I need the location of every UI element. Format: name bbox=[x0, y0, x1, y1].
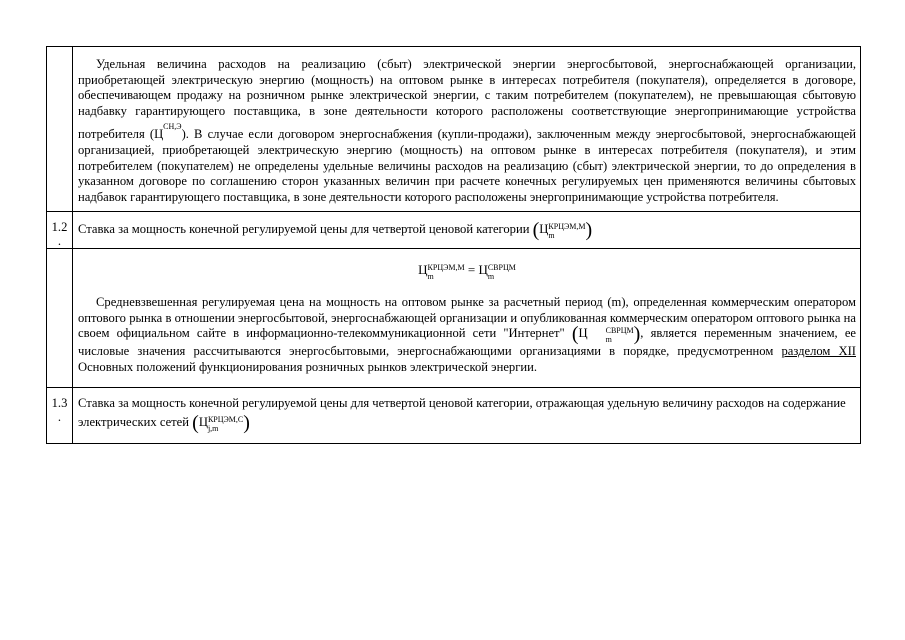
row-body bbox=[73, 249, 861, 388]
item-title: Ставка за мощность конечной регулируемой цены для четвертой ценовой категории (Ц КРЦЭМ,М m ) bbox=[78, 219, 593, 242]
paragraph-text-continued: ). В случае если договором энергоснабжения (купли-продажи), заключенным между энергосбытовой, энергоснабжающей организацией, приобретающей электрическую энергию (мощность) на оптовом рынке в интересах потребителя (покупателя), и этим потребителем (покупателем) не определены удельные величины расходов на реализацию (сбыт) электрической энергии, то до определения в указанном договоре по соглашению сторон указанных величин при расчете конечных регулируемых цен применяются величины сбытовых надбавок гарантирующего поставщика, в зоне деятельности которого расположены энергопринимающие устройства потребителя. bbox=[78, 127, 856, 204]
paragraph-sales-expenses bbox=[78, 57, 856, 205]
paragraph-text: Удельная величина расходов на реализацию (сбыт) электрической энергии энергосбытовой, энергоснабжающей организации, приобретающей электрическую энергию (мощность) на оптовом рынке в интересах потребителя (покупателя), определяется в договоре, обеспечивающем продажу на розничном рынке электрической энергии, с таким потребителем (покупателем), не превышающая сбытовую надбавку гарантирующего поставщика, в зоне деятельности которого расположены соответствующие энергопринимающие устройства потребителя (Ц bbox=[78, 57, 856, 142]
row-body bbox=[73, 212, 861, 249]
table-row bbox=[47, 387, 861, 443]
table-row bbox=[47, 249, 861, 388]
item-title: Ставка за мощность конечной регулируемой цены для четвертой ценовой категории, отражающая удельную величину расходов на содержание электрических сетей (Ц КРЦЭМ,С j,m ) bbox=[78, 395, 846, 434]
row-number: 1.3 . bbox=[47, 387, 73, 443]
paragraph-weighted-price: Средневзвешенная регулируемая цена на мощность на оптовом рынке за расчетный период (m), определенная коммерческим оператором оптового рынка в отношении энергосбытовой, энергоснабжающей организации и опубликованная коммерческим оператором оптового рынка на своем официальном сайте в информационно-телекоммуникационной сети "Интернет" (Ц СВРЦМ m ), является переменным значением, ее числовые значения рассчитываются энергосбытовыми, энергоснабжающими организациями в порядке, предусмотренном разделом XII Основных положений функционирования розничных рынков электрической энергии. bbox=[78, 295, 856, 374]
regulation-table bbox=[46, 46, 861, 444]
item-title-text: Ставка за мощность конечной регулируемой цены для четвертой ценовой категории bbox=[78, 222, 530, 237]
item-title-text: Ставка за мощность конечной регулируемой цены для четвертой ценовой категории, отражающая удельную величину расходов на содержание электрических сетей bbox=[78, 395, 846, 429]
paragraph-text: Средневзвешенная регулируемая цена на мощность на оптовом рынке за расчетный период (m), определенная коммерческим оператором оптового рынка в отношении энергосбытовой, энергоснабжающей организации и опубликованная коммерческим оператором оптового рынка на своем официальном сайте в информационно-телекоммуникационной сети "Интернет" bbox=[78, 295, 856, 341]
paragraph-text-continued: , является переменным значением, ее числовые значения рассчитываются энергосбытовыми, энергоснабжающими организациями в порядке, предусмотренном bbox=[78, 326, 856, 359]
symbol-superscript: СН,Э bbox=[163, 122, 182, 132]
row-number bbox=[47, 47, 73, 212]
paragraph-text-end: Основных положений функционирования розничных рынков электрической энергии. bbox=[78, 359, 537, 374]
table-row bbox=[47, 212, 861, 249]
row-body bbox=[73, 387, 861, 443]
section-link[interactable]: разделом XII bbox=[781, 344, 856, 359]
equals-sign: = bbox=[467, 262, 476, 278]
row-number: 1.2 . bbox=[47, 212, 73, 249]
price-symbol: Ц КРЦЭМ,С j,m bbox=[198, 414, 244, 433]
price-symbol: Ц СВРЦМ m bbox=[578, 326, 634, 345]
formula: Ц КРЦЭМ,М m = Ц СВРЦМ m bbox=[418, 262, 516, 282]
row-number bbox=[47, 249, 73, 388]
table-row bbox=[47, 47, 861, 212]
price-symbol: Ц КРЦЭМ,М m bbox=[539, 222, 586, 241]
row-body bbox=[73, 47, 861, 212]
